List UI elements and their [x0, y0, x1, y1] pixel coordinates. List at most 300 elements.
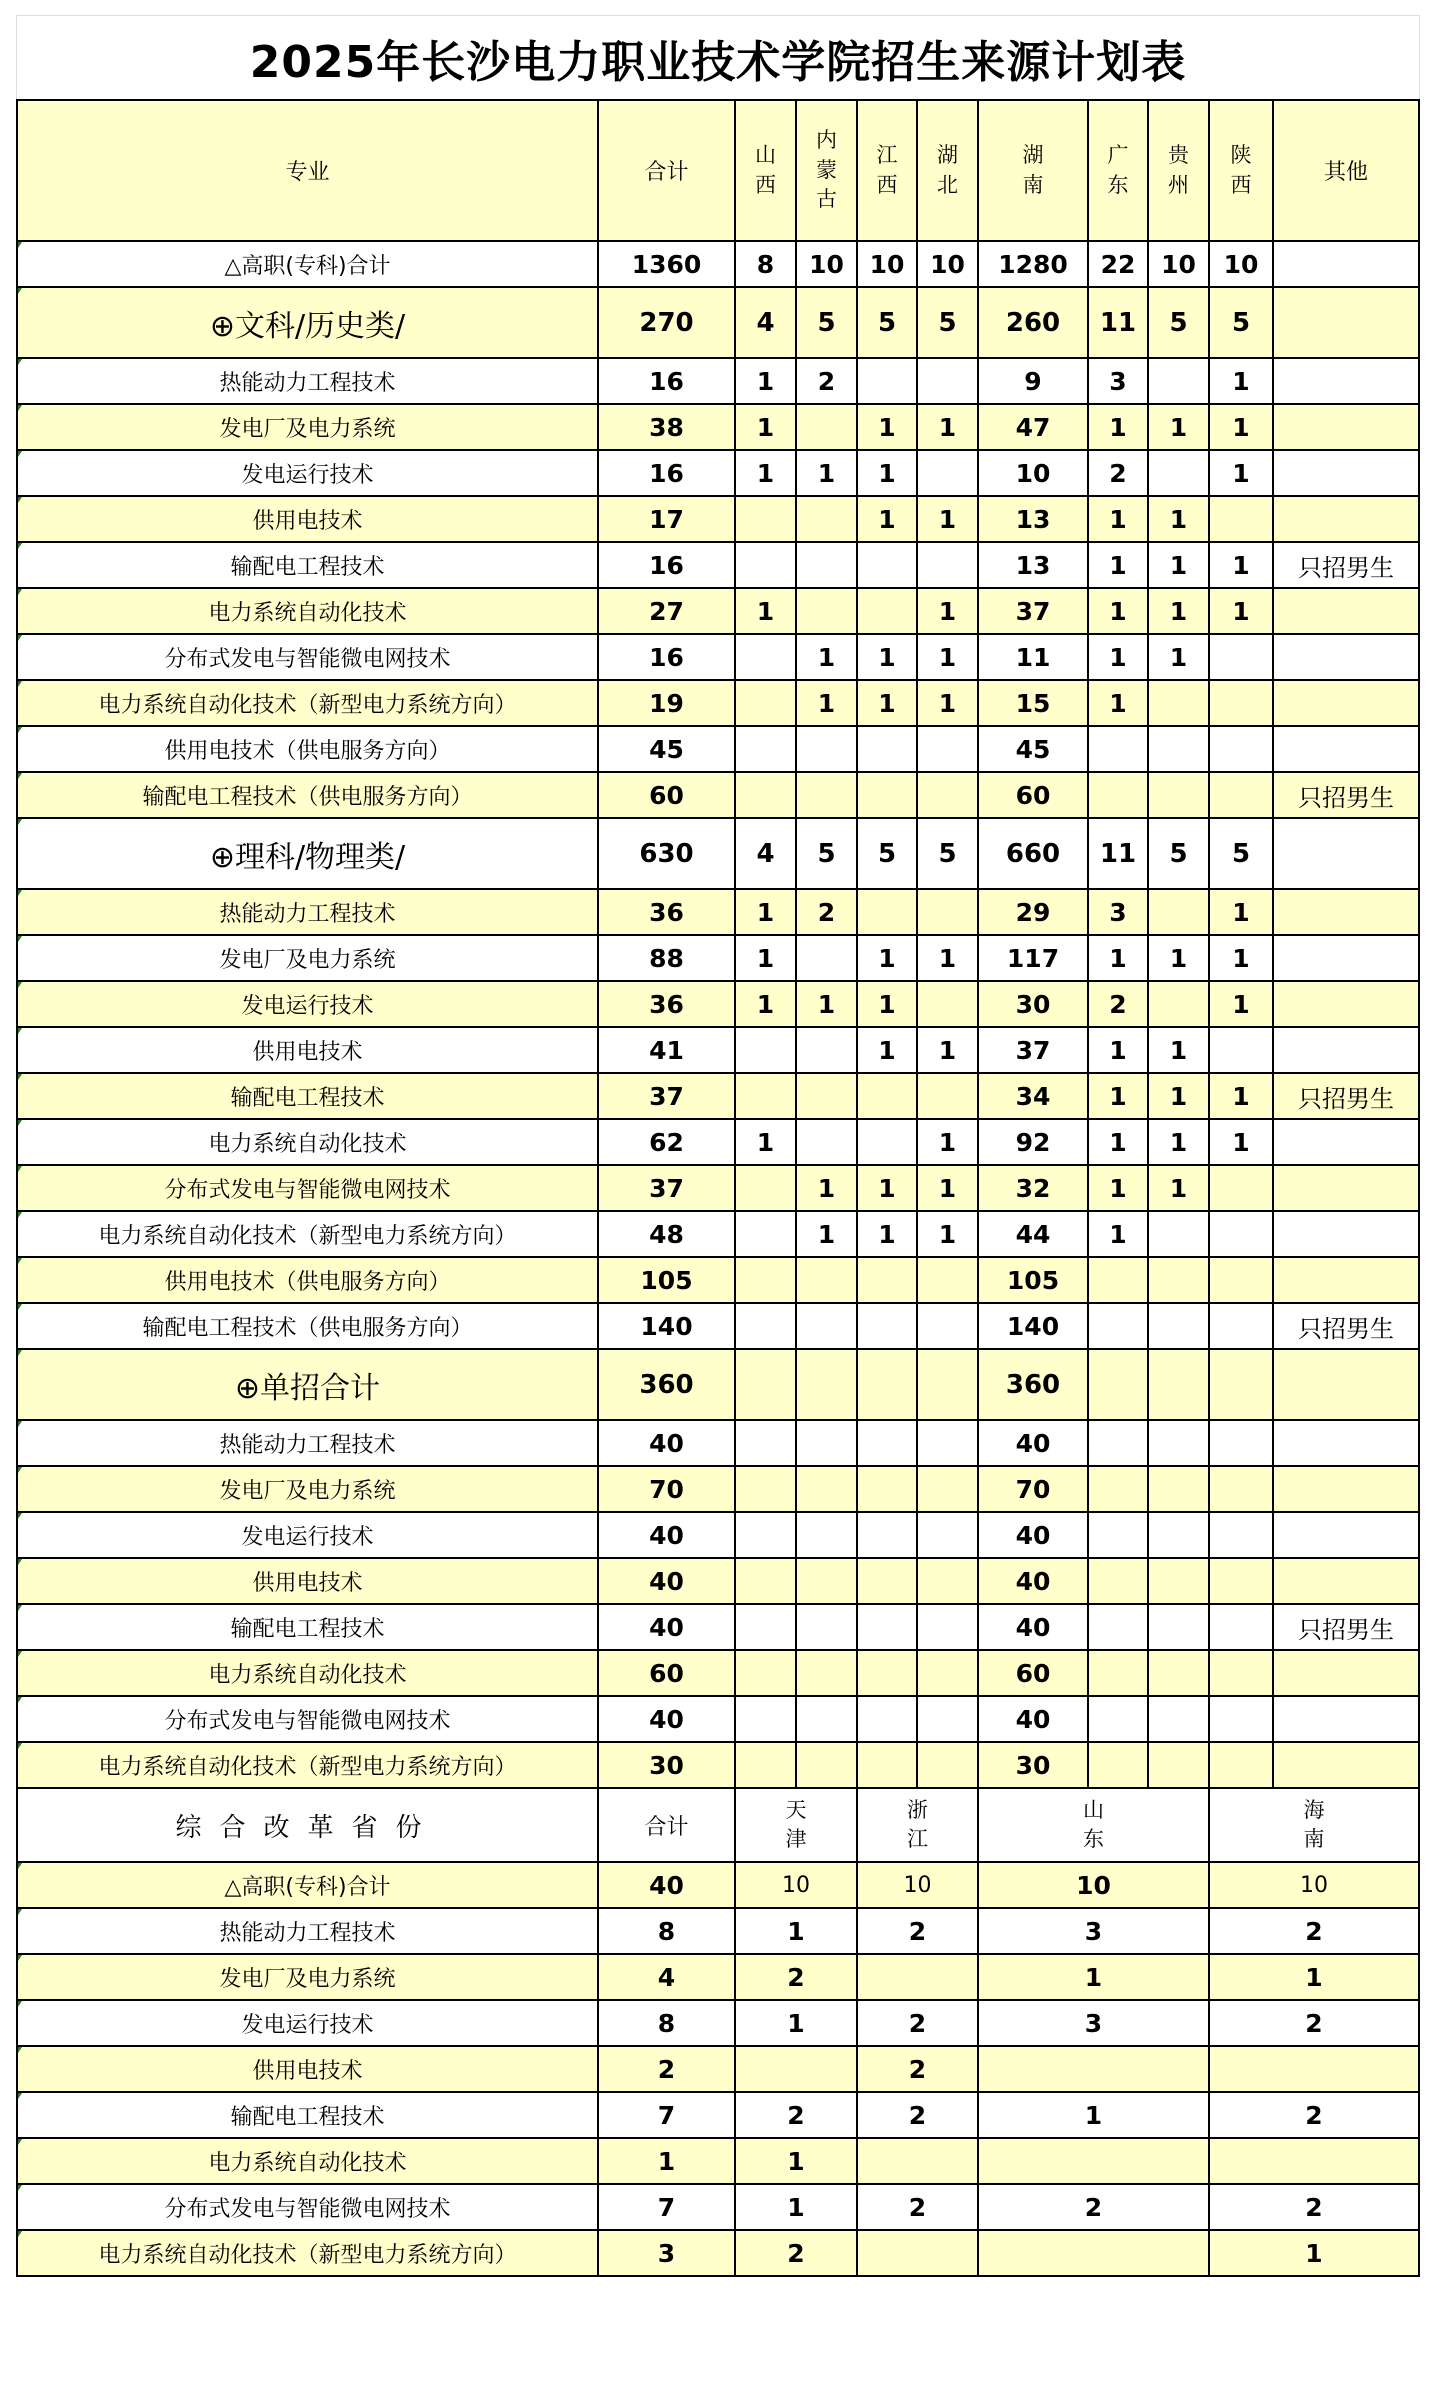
province-count [857, 1027, 917, 1073]
province-count [857, 287, 917, 358]
row-total [598, 1420, 735, 1466]
row-note [1273, 726, 1419, 772]
province-count [917, 889, 978, 935]
province-count [857, 1558, 917, 1604]
province-count [735, 981, 796, 1027]
province-count-text: 10 [930, 249, 965, 279]
province-count-text: 1 [878, 1173, 896, 1203]
province-count [735, 772, 796, 818]
row-total-text: 88 [649, 943, 684, 973]
comprehensive-header-province [978, 1788, 1209, 1862]
province-count-text: 1 [1109, 1127, 1127, 1157]
province-count [796, 241, 857, 287]
comprehensive-header-province-text: 海南 [1303, 1797, 1325, 1851]
province-count-text: 40 [1015, 1566, 1051, 1596]
province-count-text: 1 [878, 642, 896, 672]
row-total [598, 1027, 735, 1073]
province-count [735, 2046, 857, 2092]
province-count-text: 60 [1015, 1658, 1051, 1688]
row-total-text: 7 [657, 2100, 676, 2130]
province-count [1148, 542, 1209, 588]
province-count [978, 1908, 1209, 1954]
row-total [598, 1512, 735, 1558]
province-count [857, 2092, 978, 2138]
row-total [598, 1604, 735, 1650]
row-note [1273, 981, 1419, 1027]
province-count [796, 726, 857, 772]
province-count-text: 37 [1015, 596, 1051, 626]
province-count [1209, 1165, 1273, 1211]
province-count-text: 1 [878, 458, 896, 488]
province-count-text: 1 [1232, 1127, 1250, 1157]
major-name-text: △高职(专科)合计 [224, 253, 391, 279]
province-count [917, 818, 978, 889]
major-name [17, 2000, 598, 2046]
province-count [857, 935, 917, 981]
row-note-text: 只招男生 [1298, 553, 1394, 582]
province-count [917, 1349, 978, 1420]
province-count [978, 450, 1088, 496]
row-total [598, 241, 735, 287]
province-count [857, 358, 917, 404]
major-name [17, 1862, 598, 1908]
province-count [1148, 1165, 1209, 1211]
major-name [17, 496, 598, 542]
row-total [598, 1119, 735, 1165]
row-note [1273, 1211, 1419, 1257]
major-name [17, 1558, 598, 1604]
province-count [1088, 1696, 1148, 1742]
province-count [978, 1073, 1088, 1119]
province-count [857, 981, 917, 1027]
row-note [1273, 1558, 1419, 1604]
province-count-text: 10 [1161, 249, 1196, 279]
table-row [17, 1466, 1419, 1512]
province-count [1209, 542, 1273, 588]
province-count [857, 2138, 978, 2184]
row-total [598, 2000, 735, 2046]
province-count [917, 634, 978, 680]
row-total-text: 36 [649, 897, 684, 927]
province-count-text: 1 [1232, 897, 1250, 927]
major-name-text: 电力系统自动化技术（新型电力系统方向） [98, 692, 517, 718]
header-province [917, 100, 978, 241]
province-count [857, 2184, 978, 2230]
province-count [1148, 1696, 1209, 1742]
province-count-text: 1 [817, 1173, 836, 1203]
major-name [17, 1512, 598, 1558]
section-name-text: ⊕理科/物理类/ [209, 839, 406, 875]
row-total-text: 2 [657, 2054, 676, 2084]
province-count-text: 2 [1305, 2100, 1323, 2130]
province-count-text: 1 [756, 897, 775, 927]
province-count [735, 1908, 857, 1954]
province-count-text: 1 [878, 1035, 896, 1065]
province-count-text: 1 [1169, 412, 1188, 442]
section-name [17, 1349, 598, 1420]
province-count [1148, 726, 1209, 772]
comprehensive-header-province [735, 1788, 857, 1862]
major-name [17, 935, 598, 981]
major-name-text: 发电厂及电力系统 [219, 947, 396, 973]
province-count-text: 1 [1169, 596, 1188, 626]
major-name-text: 供用电技术（供电服务方向） [164, 1269, 451, 1295]
province-count [796, 1119, 857, 1165]
province-count-text: 40 [1015, 1704, 1051, 1734]
province-count [1088, 1558, 1148, 1604]
header-province [978, 100, 1088, 241]
province-count [796, 287, 857, 358]
province-count-text: 2 [787, 1962, 805, 1992]
major-name [17, 450, 598, 496]
province-count-text: 34 [1015, 1081, 1051, 1111]
province-count [917, 287, 978, 358]
province-count [735, 889, 796, 935]
province-count [796, 1696, 857, 1742]
province-count [917, 981, 978, 1027]
province-count-text: 1 [938, 1219, 957, 1249]
province-count-text: 11 [1099, 307, 1137, 338]
province-count-text: 1 [1169, 1127, 1188, 1157]
table-row [17, 2092, 1419, 2138]
row-total-text: 1 [657, 2146, 676, 2176]
province-count [1088, 496, 1148, 542]
province-count [796, 1211, 857, 1257]
row-total-text: 36 [649, 989, 684, 1019]
province-count-text: 1280 [998, 249, 1068, 279]
table-row [17, 1908, 1419, 1954]
province-count-text: 29 [1015, 897, 1051, 927]
province-count-text: 1 [1109, 550, 1127, 580]
row-note [1273, 1696, 1419, 1742]
province-count [1209, 2184, 1419, 2230]
province-count [978, 1027, 1088, 1073]
province-count [1148, 981, 1209, 1027]
province-count-text: 47 [1015, 412, 1051, 442]
row-total-text: 48 [649, 1219, 684, 1249]
major-name-text: 热能动力工程技术 [219, 370, 396, 396]
province-count-text: 92 [1015, 1127, 1051, 1157]
province-count [1209, 1303, 1273, 1349]
comprehensive-header-label-text: 综合改革省份 [175, 1812, 440, 1843]
major-name-text: 热能动力工程技术 [219, 901, 396, 927]
province-count-text: 1 [1084, 2100, 1103, 2130]
table-row [17, 680, 1419, 726]
province-count [1148, 680, 1209, 726]
header-province [1209, 100, 1273, 241]
major-name [17, 2184, 598, 2230]
table-row [17, 1303, 1419, 1349]
province-count-text: 1 [938, 642, 957, 672]
title-area [16, 15, 1420, 100]
comprehensive-header-label [17, 1788, 598, 1862]
table-row [17, 588, 1419, 634]
table-row [17, 1027, 1419, 1073]
major-name [17, 726, 598, 772]
row-note [1273, 818, 1419, 889]
row-total [598, 358, 735, 404]
major-name-text: 发电运行技术 [241, 462, 374, 488]
province-count-text: 1 [1232, 550, 1250, 580]
major-name-text: 发电运行技术 [241, 2012, 374, 2038]
row-total-text: 45 [649, 734, 684, 764]
row-note [1273, 1512, 1419, 1558]
province-count [1209, 726, 1273, 772]
table-row [17, 1073, 1419, 1119]
province-count-text: 1 [938, 1127, 957, 1157]
province-count [1088, 1257, 1148, 1303]
province-count [735, 1954, 857, 2000]
province-count [1088, 1742, 1148, 1788]
province-count-text: 22 [1100, 249, 1136, 279]
province-count [917, 935, 978, 981]
province-count [796, 1742, 857, 1788]
row-total [598, 450, 735, 496]
row-note [1273, 1257, 1419, 1303]
province-count [857, 726, 917, 772]
province-count [857, 2046, 978, 2092]
province-count-text: 5 [1169, 838, 1188, 869]
row-total [598, 935, 735, 981]
province-count [857, 542, 917, 588]
province-count [1209, 2230, 1419, 2276]
province-count [1209, 889, 1273, 935]
province-count [796, 1420, 857, 1466]
province-count [735, 1027, 796, 1073]
section-name-text: ⊕文科/历史类/ [209, 308, 406, 344]
province-count [857, 818, 917, 889]
province-count [1148, 1466, 1209, 1512]
province-count-text: 3 [1084, 2008, 1103, 2038]
major-name-text: △高职(专科)合计 [224, 1874, 391, 1900]
major-name-text: 发电厂及电力系统 [219, 416, 396, 442]
province-count-text: 1 [1169, 943, 1188, 973]
province-count [1209, 680, 1273, 726]
province-count [735, 1604, 796, 1650]
province-count-text: 1 [1109, 688, 1127, 718]
province-count [917, 1165, 978, 1211]
province-count [978, 981, 1088, 1027]
table-row [17, 889, 1419, 935]
header-province-text: 广东 [1107, 143, 1129, 197]
province-count [978, 1257, 1088, 1303]
major-name [17, 1954, 598, 2000]
major-name-text: 分布式发电与智能微电网技术 [164, 2196, 451, 2222]
province-count [1088, 1349, 1148, 1420]
province-count [796, 588, 857, 634]
province-count-text: 70 [1015, 1474, 1051, 1504]
province-count [735, 588, 796, 634]
row-total [598, 1349, 735, 1420]
province-count [735, 634, 796, 680]
major-name-text: 热能动力工程技术 [219, 1920, 396, 1946]
row-total-text: 17 [649, 504, 684, 534]
province-count [796, 1604, 857, 1650]
province-count [978, 1558, 1088, 1604]
province-count-text: 1 [1109, 1219, 1127, 1249]
province-count [857, 1742, 917, 1788]
province-count [735, 241, 796, 287]
table-row [17, 2184, 1419, 2230]
province-count [1209, 2138, 1419, 2184]
province-count [796, 1512, 857, 1558]
province-count [857, 1165, 917, 1211]
province-count [796, 889, 857, 935]
province-count [1209, 818, 1273, 889]
row-total [598, 772, 735, 818]
province-count-text: 1 [1109, 642, 1127, 672]
row-note [1273, 1420, 1419, 1466]
comprehensive-header-total [598, 1788, 735, 1862]
major-name-text: 电力系统自动化技术 [208, 2150, 407, 2176]
row-total [598, 1466, 735, 1512]
province-count [857, 1954, 978, 2000]
province-count-text: 10 [1300, 1872, 1328, 1898]
row-total [598, 588, 735, 634]
province-count [857, 680, 917, 726]
table-row [17, 1862, 1419, 1908]
province-count [978, 634, 1088, 680]
province-count-text: 2 [787, 2100, 805, 2130]
row-total-text: 16 [649, 642, 684, 672]
province-count [978, 1696, 1088, 1742]
province-count [978, 2092, 1209, 2138]
province-count [735, 1165, 796, 1211]
major-name-text: 电力系统自动化技术 [208, 600, 407, 626]
province-count [1209, 1420, 1273, 1466]
province-count [1148, 1211, 1209, 1257]
table-body [17, 100, 1419, 2276]
province-count [735, 1257, 796, 1303]
province-count [857, 1119, 917, 1165]
province-count [796, 1558, 857, 1604]
province-count [1148, 1349, 1209, 1420]
header-major [17, 100, 598, 241]
province-count [1209, 935, 1273, 981]
province-count-text: 10 [1223, 249, 1259, 279]
province-count [735, 450, 796, 496]
province-count-text: 5 [1169, 307, 1188, 338]
province-count [1148, 1303, 1209, 1349]
province-count-text: 5 [817, 838, 836, 869]
table-row [17, 100, 1419, 241]
major-name-text: 发电运行技术 [241, 993, 374, 1019]
major-name [17, 542, 598, 588]
province-count [796, 1349, 857, 1420]
province-count [857, 772, 917, 818]
province-count [1209, 1908, 1419, 1954]
province-count [796, 1303, 857, 1349]
major-name [17, 588, 598, 634]
province-count [735, 1512, 796, 1558]
major-name-text: 输配电工程技术 [230, 1085, 385, 1111]
table-row [17, 634, 1419, 680]
major-name-text: 输配电工程技术 [230, 554, 385, 580]
province-count [917, 450, 978, 496]
major-name [17, 1650, 598, 1696]
province-count [1209, 2092, 1419, 2138]
province-count-text: 45 [1015, 734, 1051, 764]
province-count [857, 889, 917, 935]
province-count-text: 2 [787, 2238, 805, 2268]
province-count-text: 1 [1109, 1035, 1127, 1065]
province-count-text: 3 [1084, 1916, 1103, 1946]
table-row [17, 2046, 1419, 2092]
province-count-text: 1 [878, 943, 896, 973]
province-count [735, 1303, 796, 1349]
province-count [978, 1512, 1088, 1558]
province-count [978, 542, 1088, 588]
major-name [17, 1073, 598, 1119]
province-count [978, 1954, 1209, 2000]
province-count [796, 358, 857, 404]
row-total-text: 62 [649, 1127, 684, 1157]
major-name [17, 1908, 598, 1954]
province-count-text: 1 [1169, 1081, 1188, 1111]
province-count-text: 10 [1076, 1870, 1111, 1900]
province-count [1209, 1742, 1273, 1788]
table-row [17, 2230, 1419, 2276]
province-count [1209, 1954, 1419, 2000]
province-count-text: 1 [938, 943, 957, 973]
comprehensive-header-province-text: 浙江 [907, 1797, 928, 1851]
row-note [1273, 287, 1419, 358]
province-count [857, 1862, 978, 1908]
province-count [735, 935, 796, 981]
province-count [1209, 1211, 1273, 1257]
province-count-text: 30 [1015, 989, 1051, 1019]
province-count [917, 1742, 978, 1788]
province-count-text: 13 [1015, 504, 1051, 534]
row-note [1273, 1073, 1419, 1119]
page-title: 2025年长沙电力职业技术学院招生来源计划表 [249, 37, 1187, 88]
header-province-text: 湖南 [1022, 143, 1044, 197]
header-province-text: 江西 [876, 143, 898, 197]
province-count [857, 1420, 917, 1466]
row-note-text: 只招男生 [1298, 783, 1394, 812]
province-count-text: 5 [938, 307, 957, 338]
row-total [598, 1908, 735, 1954]
row-total-text: 40 [649, 1704, 684, 1734]
major-name [17, 680, 598, 726]
province-count-text: 1 [756, 943, 775, 973]
province-count [857, 1512, 917, 1558]
header-province [735, 100, 796, 241]
row-total [598, 542, 735, 588]
province-count-text: 10 [1015, 458, 1051, 488]
row-total [598, 818, 735, 889]
row-total [598, 634, 735, 680]
province-count-text: 2 [817, 897, 836, 927]
province-count-text: 1 [878, 1219, 896, 1249]
province-count [1209, 1862, 1419, 1908]
province-count [735, 287, 796, 358]
province-count [978, 1742, 1088, 1788]
province-count [735, 1073, 796, 1119]
province-count [735, 1650, 796, 1696]
major-name-text: 输配电工程技术（供电服务方向） [142, 1315, 473, 1341]
province-count [735, 2092, 857, 2138]
province-count [917, 588, 978, 634]
province-count-text: 5 [817, 307, 836, 338]
section-name [17, 287, 598, 358]
province-count [735, 2000, 857, 2046]
major-name [17, 1303, 598, 1349]
province-count [1088, 450, 1148, 496]
province-count [857, 1073, 917, 1119]
major-name-text: 电力系统自动化技术（新型电力系统方向） [98, 1754, 517, 1780]
province-count [1209, 450, 1273, 496]
